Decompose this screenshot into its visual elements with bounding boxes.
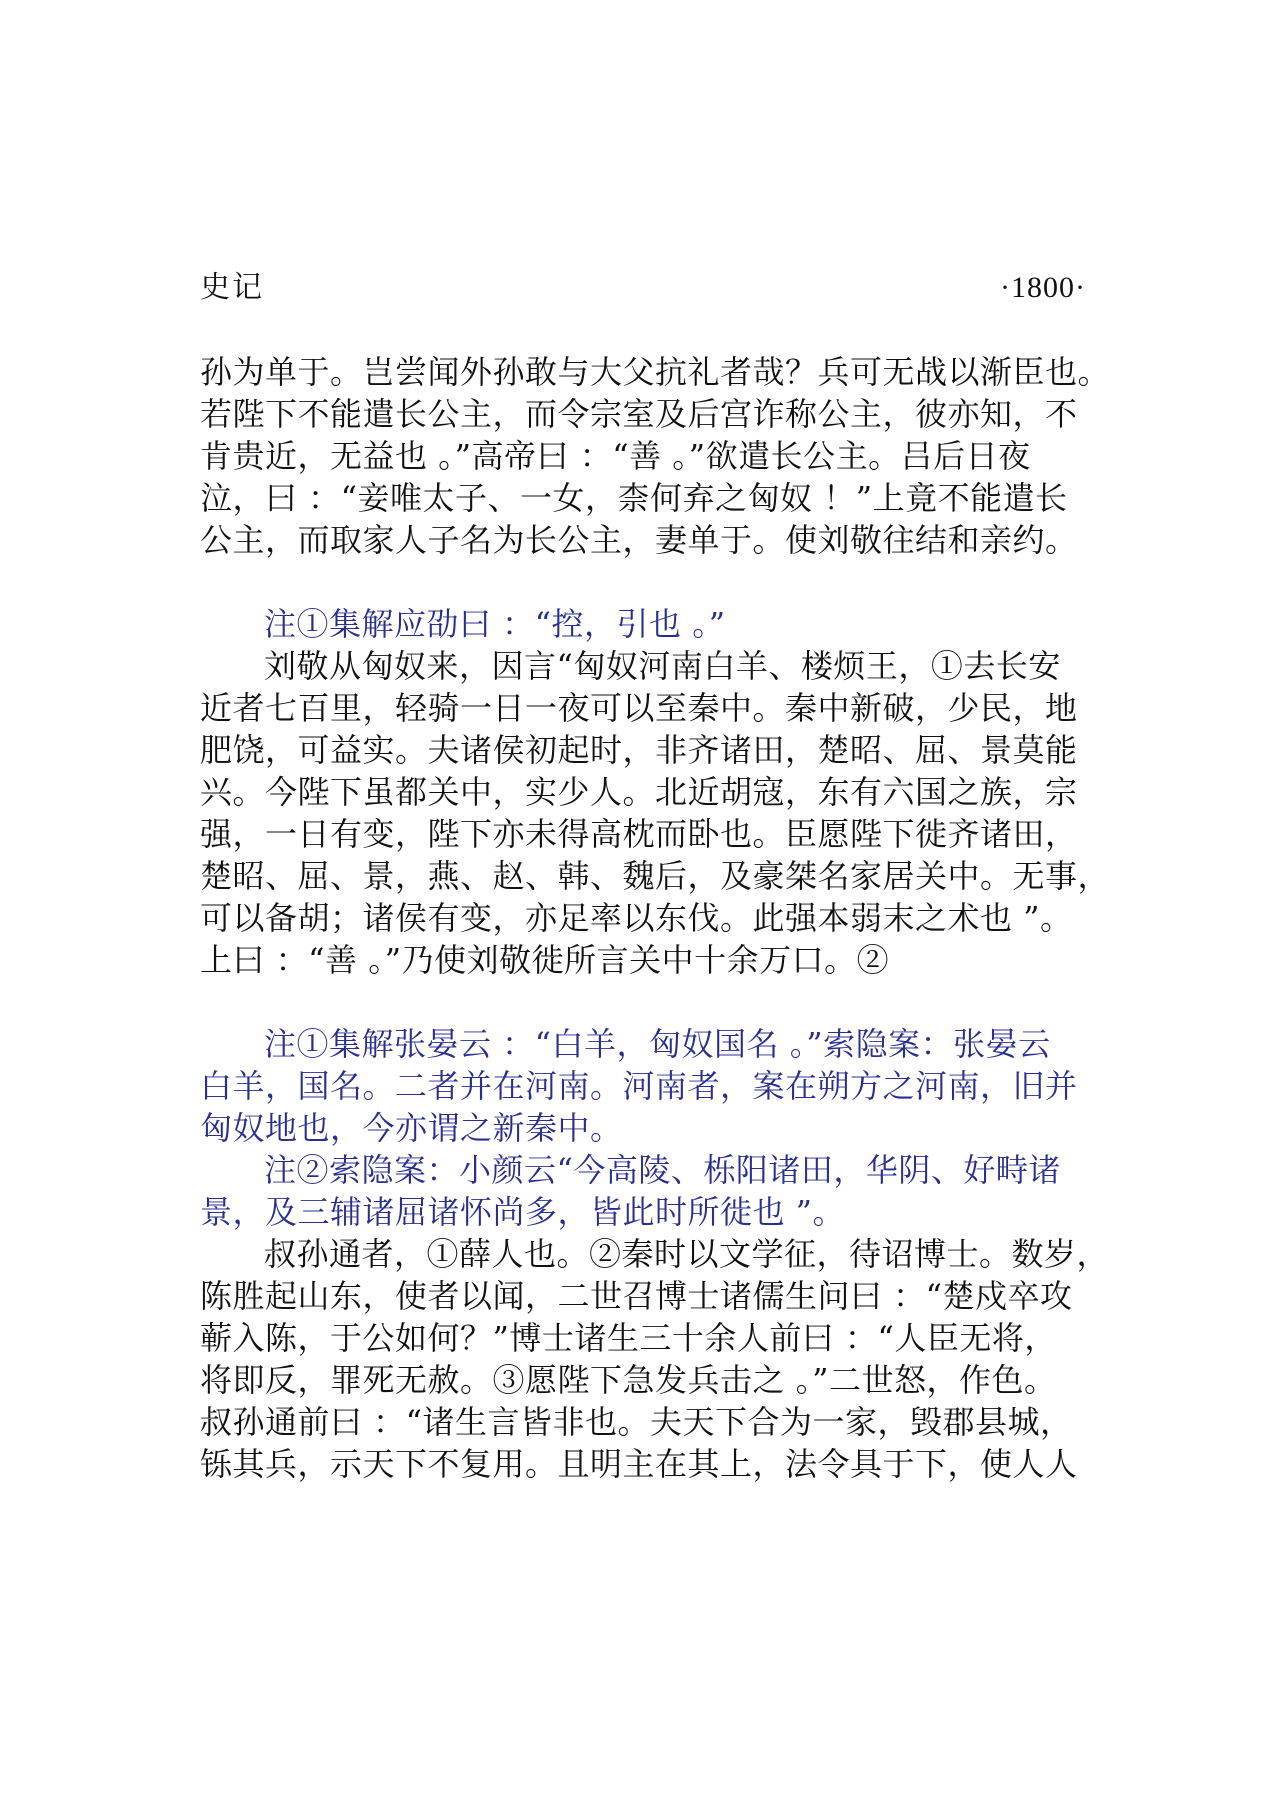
text-line: 上曰 ：“善 。”乃使刘敬徙所言关中十余万口。② [200, 941, 890, 979]
text-line: 楚昭、屈、景，燕、赵、韩、魏后，及豪桀名家居关中。无事， [200, 857, 1111, 895]
text-line: 若陛下不能遣长公主，而令宗室及后宫诈称公主，彼亦知，不 [200, 395, 1078, 433]
text-line: 公主，而取家人子名为长公主，妻单于。使刘敬往结和亲约。 [200, 521, 1078, 559]
page-number: ·1800· [1000, 271, 1086, 304]
annotation-line: 白羊，国名。二者并在河南。河南者，案在朔方之河南，旧并 [200, 1067, 1078, 1105]
text-line: 铄其兵，示天下不复用。且明主在其上，法令具于下，使人人 [200, 1445, 1078, 1483]
text-line: 蕲入陈，于公如何？”博士诸生三十余人前曰 ：“人臣无将， [200, 1319, 1057, 1357]
text-line: 将即反，罪死无赦。③愿陛下急发兵击之 。”二世怒，作色。 [200, 1361, 1057, 1399]
text-line: 叔孙通者，①薛人也。②秦时以文学征，待诏博士。数岁， [264, 1235, 1110, 1273]
text-line: 兴。今陛下虽都关中，实少人。北近胡寇，东有六国之族，宗 [200, 773, 1078, 811]
text-line: 陈胜起山东，使者以闻，二世召博士诸儒生问曰 ：“楚戍卒攻 [200, 1277, 1073, 1315]
text-line: 近者七百里，轻骑一日一夜可以至秦中。秦中新破，少民，地 [200, 689, 1078, 727]
text-line: 叔孙通前曰 ：“诸生言皆非也。夫天下合为一家，毁郡县城， [200, 1403, 1073, 1441]
text-line: 强，一日有变，陛下亦未得高枕而卧也。臣愿陛下徙齐诸田， [200, 815, 1078, 853]
annotation-line: 景，及三辅诸屈诸怀尚多，皆此时所徙也 ”。 [200, 1193, 846, 1231]
annotation-line: 注①集解张晏云 ：“白羊，匈奴国名 。”索隐案：张晏云 [264, 1025, 1051, 1063]
text-line: 肥饶，可益实。夫诸侯初起时，非齐诸田，楚昭、屈、景莫能 [200, 731, 1078, 769]
text-line: 刘敬从匈奴来，因言“匈奴河南白羊、楼烦王，①去长安 [264, 647, 1061, 685]
text-line: 泣，曰 ：“妾唯太子、一女，柰何弃之匈奴 ！”上竟不能遣长 [200, 479, 1068, 517]
annotation-line: 匈奴地也，今亦谓之新秦中。 [200, 1109, 623, 1147]
book-title: 史记 [200, 270, 264, 305]
annotation-line: 注②索隐案：小颜云“今高陵、栎阳诸田，华阴、好畤诸 [264, 1151, 1061, 1189]
text-line: 肯贵近，无益也 。”高帝曰 ：“善 。”欲遣长公主。吕后日夜 [200, 437, 1031, 475]
text-line: 可以备胡；诸侯有变，亦足率以东伐。此强本弱末之术也 ”。 [200, 899, 1073, 937]
text-line: 孙为单于。岂尝闻外孙敢与大父抗礼者哉？兵可无战以渐臣也。 [200, 353, 1111, 391]
annotation-line: 注①集解应劭曰 ：“控，引也 。” [264, 605, 726, 643]
